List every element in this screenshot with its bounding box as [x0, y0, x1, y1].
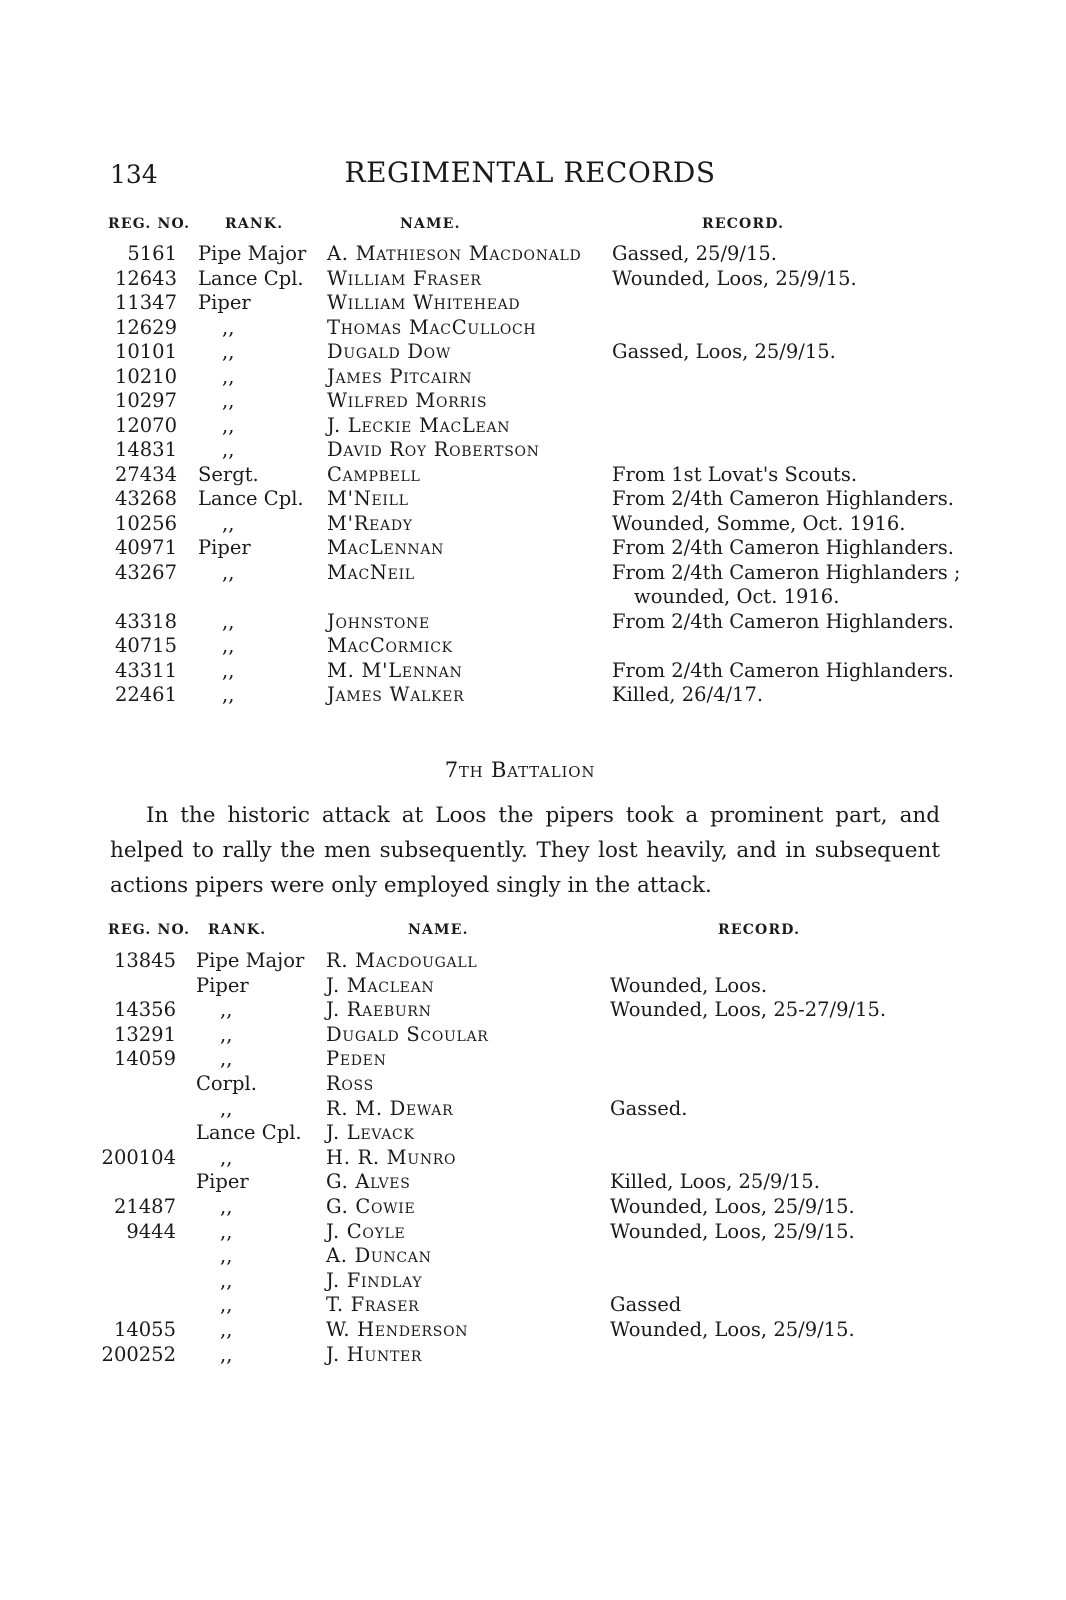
name-cell: T. Fraser — [326, 1293, 420, 1317]
name-cell: J. Leckie MacLean — [327, 413, 511, 437]
section-paragraph — [110, 798, 940, 903]
rank-cell: Piper — [196, 1170, 249, 1194]
table-row — [0, 1292, 1066, 1317]
record-cell: From 2/4th Cameron Highlanders ; — [612, 560, 961, 584]
column-header-reg-no: REG. NO. — [108, 216, 191, 232]
rank-cell: ,, — [222, 438, 235, 461]
name-cell: Campbell — [327, 462, 421, 486]
record-cell: Wounded, Somme, Oct. 1916. — [612, 511, 906, 535]
reg-no-cell: 14831 — [114, 438, 177, 461]
table-row — [0, 364, 1066, 389]
table-row — [0, 948, 1066, 973]
name-cell: A. Duncan — [326, 1244, 432, 1268]
record-cell: Wounded, Loos, 25/9/15. — [610, 1318, 855, 1341]
reg-no-cell: 40971 — [114, 536, 177, 559]
reg-no-cell: 12629 — [114, 315, 177, 339]
column-header-rank-2: RANK. — [208, 922, 267, 938]
name-cell: J. Levack — [326, 1121, 415, 1145]
reg-no-cell: 21487 — [113, 1195, 176, 1218]
table-row — [0, 1145, 1066, 1170]
column-header-name-2: NAME. — [408, 922, 469, 938]
rank-cell: ,, — [222, 658, 235, 682]
name-cell: James Pitcairn — [327, 364, 473, 388]
record-cell: Wounded, Loos. — [610, 973, 768, 997]
rank-cell: Pipe Major — [198, 242, 307, 265]
reg-no-cell: 12070 — [114, 413, 177, 437]
rank-cell: Piper — [196, 973, 249, 997]
name-cell: Dugald Scoular — [326, 1022, 489, 1046]
reg-no-cell: 10210 — [114, 364, 177, 388]
rank-cell: Lance Cpl. — [198, 266, 304, 290]
rank-cell: ,, — [222, 683, 235, 706]
table-row — [0, 997, 1066, 1022]
rank-cell: ,, — [222, 511, 235, 535]
reg-no-cell: 200252 — [101, 1342, 176, 1366]
rank-cell: ,, — [220, 1342, 233, 1366]
rank-cell: ,, — [222, 340, 235, 363]
rank-cell: ,, — [220, 1318, 233, 1341]
table-row — [0, 609, 1066, 634]
table-row — [0, 1317, 1066, 1342]
reg-no-cell: 43268 — [114, 487, 177, 510]
reg-no-cell: 14059 — [113, 1047, 176, 1071]
record-cell: Wounded, Loos, 25-27/9/15. — [610, 998, 887, 1022]
name-cell: M'Ready — [327, 511, 413, 535]
name-cell: H. R. Munro — [326, 1145, 457, 1169]
rank-cell: ,, — [222, 560, 235, 584]
name-cell: M'Neill — [327, 487, 409, 510]
reg-no-cell: 43311 — [114, 658, 177, 682]
table-row — [0, 973, 1066, 998]
table-row — [0, 1022, 1066, 1047]
reg-no-cell: 11347 — [114, 291, 177, 314]
rank-cell: Piper — [198, 291, 251, 314]
name-cell: MacCormick — [327, 634, 453, 657]
name-cell: Ross — [326, 1072, 374, 1095]
column-header-name: NAME. — [400, 216, 461, 232]
rank-cell: ,, — [220, 1022, 233, 1046]
reg-no-cell: 13845 — [113, 949, 176, 972]
table-row — [0, 1194, 1066, 1219]
running-title: REGIMENTAL RECORDS — [344, 156, 716, 189]
name-cell: W. Henderson — [326, 1318, 469, 1341]
table-row — [0, 633, 1066, 658]
record-cell: From 2/4th Cameron Highlanders. — [612, 536, 954, 559]
name-cell: David Roy Robertson — [327, 438, 540, 461]
reg-no-cell: 27434 — [114, 462, 177, 486]
table-row — [0, 1046, 1066, 1071]
table-row — [0, 290, 1066, 315]
name-cell: A. Mathieson Macdonald — [327, 242, 582, 265]
column-header-record: RECORD. — [702, 216, 785, 232]
reg-no-cell: 22461 — [114, 683, 177, 706]
rank-cell: Piper — [198, 536, 251, 559]
paragraph-text: In the historic attack at Loos the pipers took a prominent part, and helped to rally the men subsequently. They lost heavily, and in subsequent actions pipers were only employed singly in the attack. — [110, 803, 940, 898]
name-cell: J. Raeburn — [326, 998, 432, 1022]
name-cell: Johnstone — [327, 609, 430, 633]
rank-cell: ,, — [222, 364, 235, 388]
table-row — [0, 315, 1066, 340]
column-header-rank: RANK. — [225, 216, 284, 232]
reg-no-cell: 5161 — [127, 242, 177, 265]
record-cell-continuation: wounded, Oct. 1916. — [634, 585, 840, 608]
reg-no-cell: 43318 — [114, 609, 177, 633]
column-header-reg-no-2: REG. NO. — [108, 922, 191, 938]
record-cell: Killed, 26/4/17. — [612, 683, 764, 706]
rank-cell: ,, — [222, 609, 235, 633]
name-cell: J. Findlay — [326, 1268, 423, 1292]
name-cell: MacLennan — [327, 536, 445, 559]
record-cell: From 1st Lovat's Scouts. — [612, 462, 858, 486]
name-cell: R. Macdougall — [326, 949, 478, 972]
rank-cell: ,, — [222, 389, 235, 412]
table-row — [0, 1169, 1066, 1194]
rank-cell: ,, — [222, 315, 235, 339]
table-row — [0, 535, 1066, 560]
table-row — [0, 1219, 1066, 1244]
rank-cell: Lance Cpl. — [196, 1121, 302, 1145]
name-cell: Dugald Dow — [327, 340, 451, 363]
record-cell: From 2/4th Cameron Highlanders. — [612, 487, 954, 510]
name-cell: J. Hunter — [326, 1342, 423, 1366]
table-row — [0, 1268, 1066, 1293]
record-cell: From 2/4th Cameron Highlanders. — [612, 658, 954, 682]
rank-cell: ,, — [220, 1219, 233, 1243]
reg-no-cell: 14356 — [113, 998, 176, 1022]
record-cell: Gassed — [610, 1293, 682, 1317]
name-cell: R. M. Dewar — [326, 1096, 454, 1120]
name-cell: J. Maclean — [326, 973, 435, 997]
reg-no-cell: 40715 — [114, 634, 177, 657]
table-row — [0, 241, 1066, 266]
name-cell: MacNeil — [327, 560, 415, 584]
record-cell: Gassed. — [610, 1096, 688, 1120]
name-cell: James Walker — [327, 683, 465, 706]
name-cell: G. Cowie — [326, 1195, 416, 1218]
rank-cell: Corpl. — [196, 1072, 257, 1095]
name-cell: William Whitehead — [327, 291, 521, 314]
reg-no-cell: 200104 — [101, 1145, 176, 1169]
reg-no-cell: 14055 — [113, 1318, 176, 1341]
rank-cell: ,, — [220, 1096, 233, 1120]
rank-cell: Pipe Major — [196, 949, 305, 972]
table-row — [0, 462, 1066, 487]
record-cell: Gassed, 25/9/15. — [612, 242, 778, 265]
record-cell: Wounded, Loos, 25/9/15. — [612, 266, 857, 290]
table-row — [0, 1342, 1066, 1367]
table-row — [0, 437, 1066, 462]
table-row — [0, 1096, 1066, 1121]
section-title: 7th Battalion — [444, 758, 596, 782]
reg-no-cell: 10297 — [114, 389, 177, 412]
name-cell: William Fraser — [327, 266, 482, 290]
name-cell: Thomas MacCulloch — [327, 315, 537, 339]
table-row — [0, 1243, 1066, 1268]
name-cell: Peden — [326, 1047, 387, 1071]
reg-no-cell: 10101 — [114, 340, 177, 363]
rank-cell: ,, — [220, 1195, 233, 1218]
record-cell: From 2/4th Cameron Highlanders. — [612, 609, 954, 633]
reg-no-cell: 10256 — [114, 511, 177, 535]
rank-cell: ,, — [220, 1268, 233, 1292]
record-cell: Wounded, Loos, 25/9/15. — [610, 1195, 855, 1218]
rank-cell: Sergt. — [198, 462, 259, 486]
record-cell: Killed, Loos, 25/9/15. — [610, 1170, 820, 1194]
name-cell: J. Coyle — [326, 1219, 406, 1243]
rank-cell: ,, — [222, 634, 235, 657]
rank-cell: ,, — [220, 1145, 233, 1169]
table-row — [0, 560, 1066, 585]
record-cell: Gassed, Loos, 25/9/15. — [612, 340, 836, 363]
name-cell: G. Alves — [326, 1170, 411, 1194]
table-row — [0, 388, 1066, 413]
reg-no-cell: 13291 — [113, 1022, 176, 1046]
table-row — [0, 486, 1066, 511]
table-row — [0, 413, 1066, 438]
rank-cell: ,, — [220, 1244, 233, 1268]
table-row — [0, 339, 1066, 364]
table-row — [0, 658, 1066, 683]
table-row — [0, 682, 1066, 707]
rank-cell: ,, — [220, 1047, 233, 1071]
reg-no-cell: 12643 — [114, 266, 177, 290]
table-row — [0, 511, 1066, 536]
table-row — [0, 1071, 1066, 1096]
record-cell: Wounded, Loos, 25/9/15. — [610, 1219, 855, 1243]
rank-cell: Lance Cpl. — [198, 487, 304, 510]
name-cell: M. M'Lennan — [327, 658, 463, 682]
reg-no-cell: 9444 — [126, 1219, 176, 1243]
reg-no-cell: 43267 — [114, 560, 177, 584]
table-row — [0, 1120, 1066, 1145]
rank-cell: ,, — [220, 998, 233, 1022]
table-row-continuation — [0, 584, 1066, 609]
page-number: 134 — [110, 160, 158, 189]
rank-cell: ,, — [222, 413, 235, 437]
name-cell: Wilfred Morris — [327, 389, 488, 412]
table-row — [0, 266, 1066, 291]
rank-cell: ,, — [220, 1293, 233, 1317]
column-header-record-2: RECORD. — [718, 922, 801, 938]
